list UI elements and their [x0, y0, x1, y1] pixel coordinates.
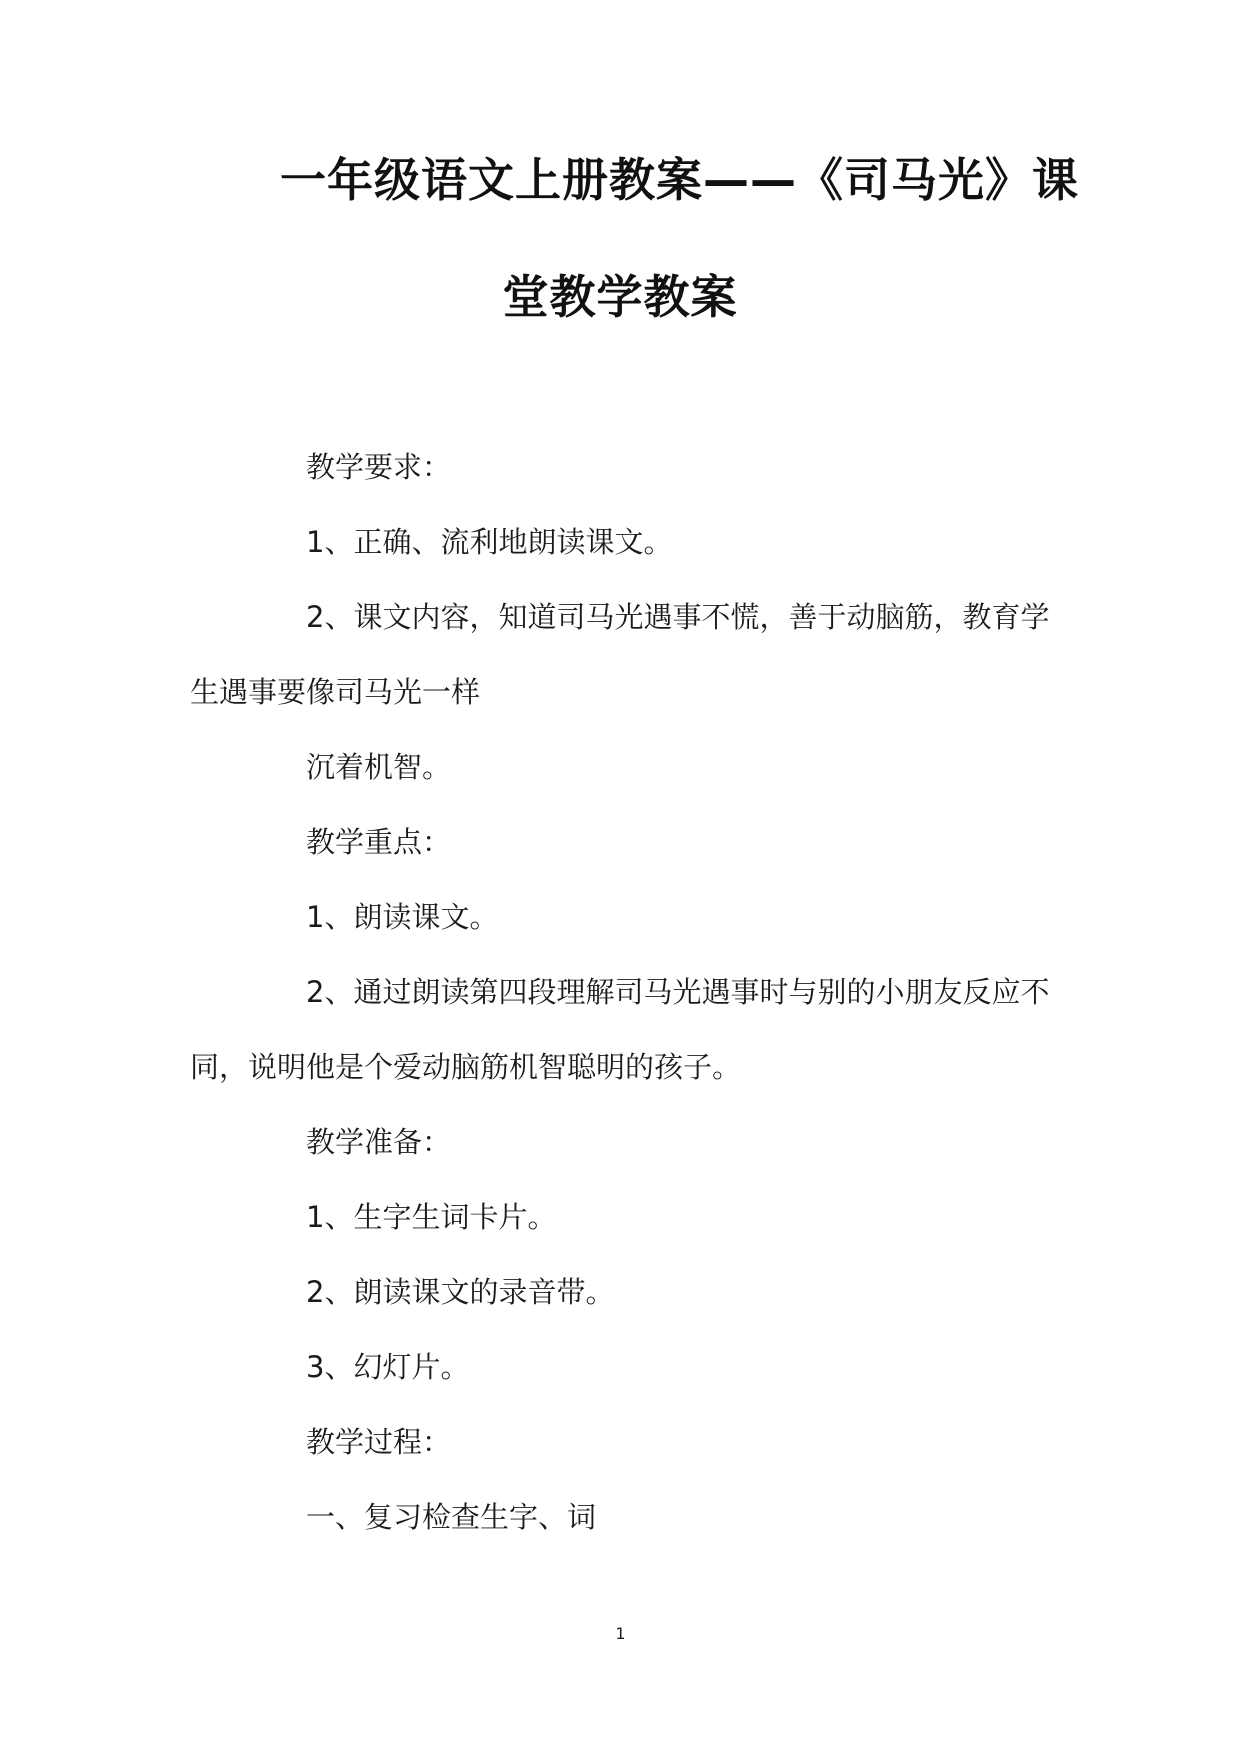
list-item: 2、课文内容，知道司马光遇事不慌，善于动脑筋，教育学: [306, 600, 1050, 634]
section-heading-preparation: 教学准备：: [306, 1125, 452, 1159]
list-item-continuation: 同，说明他是个爱动脑筋机智聪明的孩子。: [190, 1050, 742, 1084]
list-item-continuation: 生遇事要像司马光一样: [190, 675, 481, 709]
section-heading-key-points: 教学重点：: [306, 825, 452, 859]
list-item: 1、生字生词卡片。: [306, 1200, 557, 1234]
list-item-continuation: 沉着机智。: [306, 750, 452, 784]
list-item: 3、幻灯片。: [306, 1350, 470, 1384]
list-item: 一、复习检查生字、词: [306, 1500, 597, 1534]
section-heading-requirements: 教学要求：: [306, 450, 452, 484]
list-item: 2、朗读课文的录音带。: [306, 1275, 615, 1309]
list-item: 2、通过朗读第四段理解司马光遇事时与别的小朋友反应不: [306, 975, 1050, 1009]
list-item: 1、正确、流利地朗读课文。: [306, 525, 673, 559]
document-title-line-1: 一年级语文上册教案——《司马光》课: [280, 153, 1079, 207]
section-heading-process: 教学过程：: [306, 1425, 452, 1459]
page-number: 1: [615, 1624, 626, 1643]
document-title-line-2: 堂教学教案: [502, 270, 738, 324]
list-item: 1、朗读课文。: [306, 900, 499, 934]
